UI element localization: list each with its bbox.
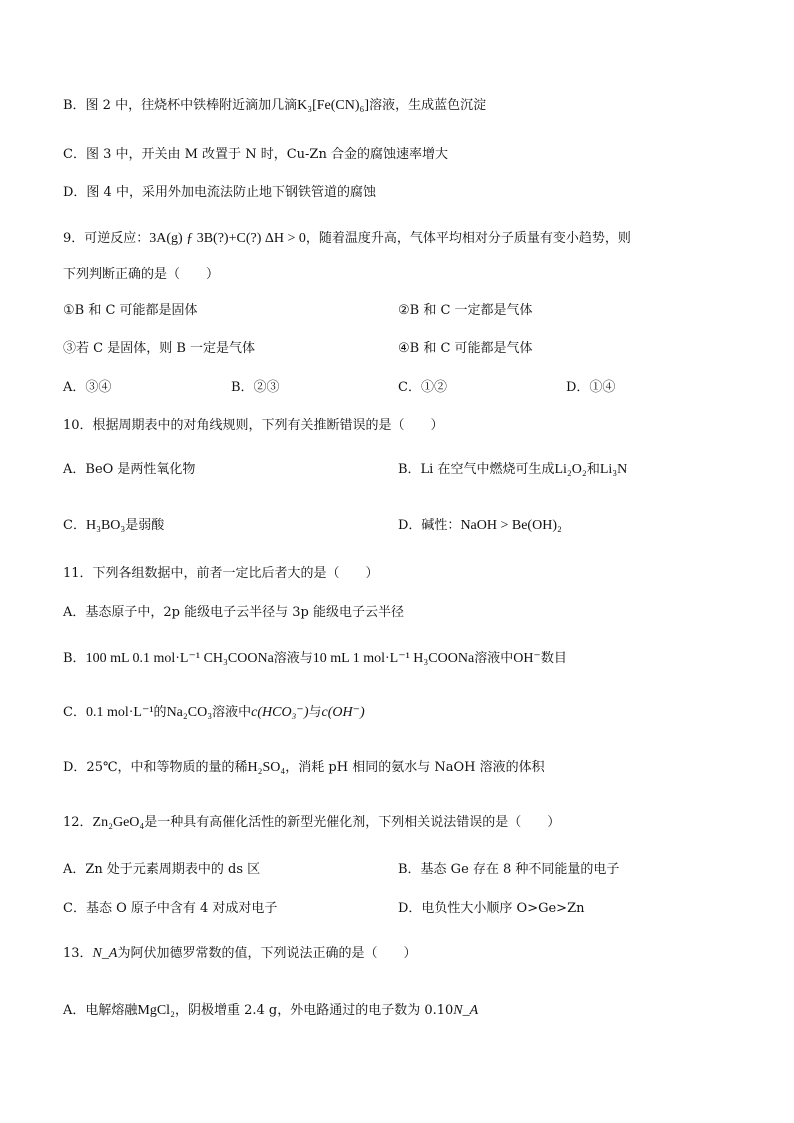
q11-option-c bbox=[63, 704, 365, 722]
q11-option-b-formula-3: OH⁻ bbox=[513, 651, 541, 666]
q12-option-d: D．电负性大小顺序 O>Ge>Zn bbox=[398, 901, 585, 916]
q8-option-b bbox=[63, 97, 486, 115]
q8-option-b-text: B．图 2 中，往烧杯中铁棒附近滴加几滴 bbox=[63, 98, 298, 113]
q13-number: 13． bbox=[63, 946, 93, 961]
q10-option-d-formula: NaOH > Be(OH)₂ bbox=[460, 518, 562, 533]
q13-option-a bbox=[63, 1002, 478, 1020]
q10-option-b-formula-1: Li₂O₂ bbox=[554, 462, 587, 477]
q8-option-b-text-end: 溶液，生成蓝色沉淀 bbox=[369, 98, 487, 113]
q11-option-b-formula-2: 10 mL 1 mol·L⁻¹ H₃COONa bbox=[312, 651, 475, 666]
q12-option-b: B．基态 Ge 存在 8 种不同能量的电子 bbox=[398, 862, 620, 877]
q13-option-a-text-2: ，阴极增重 2.4 g，外电路通过的电子数为 0.10 bbox=[174, 1003, 454, 1018]
q9-option-c: C．①② bbox=[398, 380, 447, 395]
q11-option-c-formula-1: 0.1 mol·L⁻¹ bbox=[85, 705, 154, 720]
q10-option-c-label: C． bbox=[63, 518, 86, 533]
q13-option-a-formula: MgCl₂ bbox=[137, 1003, 175, 1018]
q9-stem-end: ，随着温度升高，气体平均相对分子质量有变小趋势，则 bbox=[305, 231, 631, 246]
q8-option-c: C．图 3 中，开关由 M 改置于 N 时，Cu-Zn 合金的腐蚀速率增大 bbox=[63, 147, 448, 162]
q12-formula: Zn₂GeO₄ bbox=[92, 815, 145, 830]
q10-option-c-formula: H₃BO₃ bbox=[85, 518, 126, 533]
q13-option-a-avogadro-symbol: N_A bbox=[453, 1003, 479, 1018]
q13-avogadro-symbol: N_A bbox=[92, 946, 118, 961]
q9-option-b: B．②③ bbox=[231, 380, 280, 395]
q10-option-c bbox=[63, 517, 164, 535]
q12-stem bbox=[63, 814, 560, 832]
q11-option-d bbox=[63, 759, 545, 777]
q11-option-c-text-1: 的 bbox=[153, 705, 167, 720]
q11-option-b bbox=[63, 650, 567, 668]
q11-option-d-formula: H₂SO₄ bbox=[247, 760, 286, 775]
q12-stem-text: 是一种具有高催化活性的新型光催化剂，下列相关说法错误的是（ ） bbox=[144, 815, 561, 830]
q9-option-a: A．③④ bbox=[63, 380, 112, 395]
q10-option-c-text: 是弱酸 bbox=[125, 518, 165, 533]
q11-option-b-label: B． bbox=[63, 651, 86, 666]
q11-option-d-text-end: ，消耗 pH 相同的氨水与 NaOH 溶液的体积 bbox=[285, 760, 545, 775]
q9-statement-1: ①B 和 C 可能都是固体 bbox=[63, 303, 198, 318]
q8-option-d: D．图 4 中，采用外加电流法防止地下钢铁管道的腐蚀 bbox=[63, 185, 376, 200]
q9-statement-3: ③若 C 是固体，则 B 一定是气体 bbox=[63, 341, 256, 356]
q9-option-d: D．①④ bbox=[566, 380, 616, 395]
q12-number: 12． bbox=[63, 815, 93, 830]
q11-option-c-text-3: 与 bbox=[308, 705, 322, 720]
q9-stem bbox=[63, 230, 631, 248]
q11-option-b-text-1: 溶液与 bbox=[273, 651, 313, 666]
q11-option-c-formula-4: c(OH⁻) bbox=[321, 705, 365, 720]
q11-option-c-text-2: 溶液中 bbox=[212, 705, 252, 720]
q13-stem bbox=[63, 945, 416, 963]
q10-stem: 10．根据周期表中的对角线规则，下列有关推断错误的是（ ） bbox=[63, 418, 444, 433]
q10-option-b-formula-2: Li₃N bbox=[599, 462, 628, 477]
q11-option-b-text-2: 溶液中 bbox=[474, 651, 514, 666]
q9-statement-4: ④B 和 C 可能都是气体 bbox=[398, 341, 533, 356]
q10-option-d bbox=[398, 517, 562, 535]
q10-option-b-text: B．Li 在空气中燃烧可生成 bbox=[398, 462, 555, 477]
q11-stem: 11．下列各组数据中，前者一定比后者大的是（ ） bbox=[63, 566, 379, 581]
q9-statement-2: ②B 和 C 一定都是气体 bbox=[398, 303, 533, 318]
q9-stem-start: 9．可逆反应： bbox=[63, 231, 150, 246]
q11-option-c-formula-3: c(HCO₃⁻) bbox=[251, 705, 309, 720]
q13-option-a-text: A．电解熔融 bbox=[63, 1003, 138, 1018]
q8-option-b-formula: K₃[Fe(CN)₆] bbox=[297, 98, 370, 113]
q10-option-a: A．BeO 是两性氧化物 bbox=[63, 462, 196, 477]
q9-stem-line2: 下列判断正确的是（ ） bbox=[63, 267, 220, 282]
q13-stem-text: 为阿伏加德罗常数的值，下列说法正确的是（ ） bbox=[117, 946, 417, 961]
q11-option-d-text: D．25℃，中和等物质的量的稀 bbox=[63, 760, 248, 775]
q10-option-b bbox=[398, 461, 627, 479]
q12-option-a: A．Zn 处于元素周期表中的 ds 区 bbox=[63, 862, 261, 877]
q11-option-b-formula-1: 100 mL 0.1 mol·L⁻¹ CH₃COONa bbox=[85, 651, 274, 666]
q10-option-d-text: D．碱性： bbox=[398, 518, 461, 533]
q11-option-c-label: C． bbox=[63, 705, 86, 720]
q11-option-c-formula-2: Na₂CO₃ bbox=[166, 705, 213, 720]
q9-reaction: 3A(g) ƒ 3B(?)+C(?) ΔH > 0 bbox=[149, 231, 306, 246]
q11-option-b-text-3: 数目 bbox=[540, 651, 567, 666]
q12-option-c: C．基态 O 原子中含有 4 对成对电子 bbox=[63, 901, 278, 916]
q10-option-b-and: 和 bbox=[586, 462, 600, 477]
q11-option-a: A．基态原子中，2p 能级电子云半径与 3p 能级电子云半径 bbox=[63, 605, 404, 620]
